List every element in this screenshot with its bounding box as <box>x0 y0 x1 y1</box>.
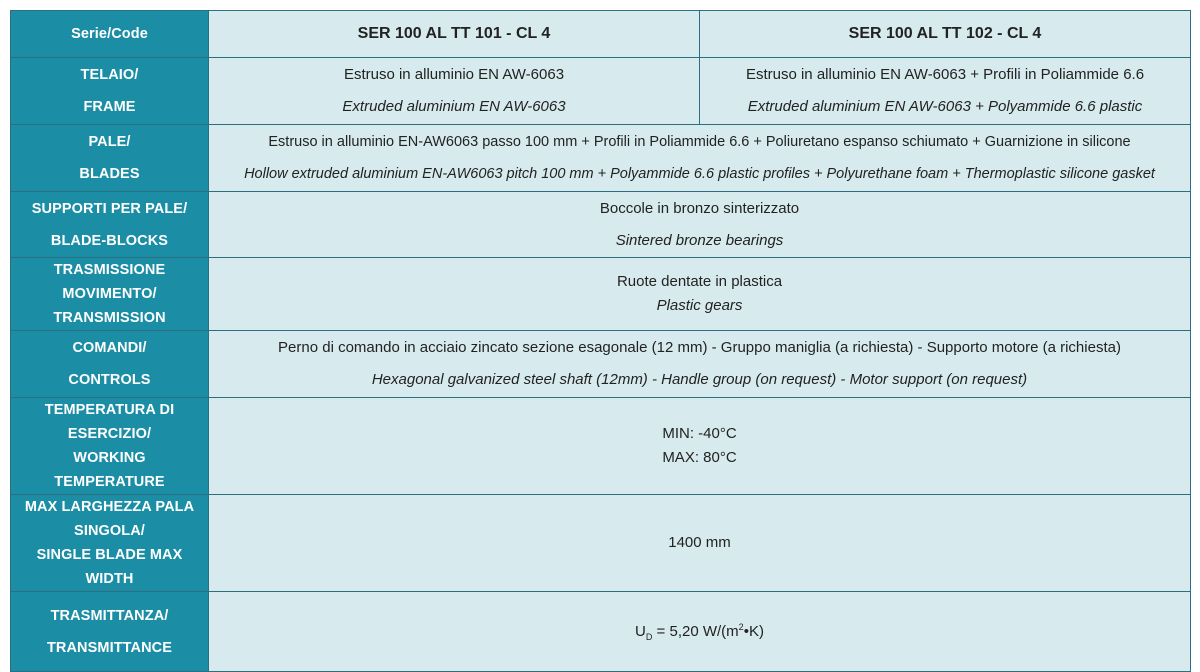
header-col1: SER 100 AL TT 101 - CL 4 <box>209 11 700 58</box>
transmittance-label-it: TRASMITTANZA/ <box>50 607 169 624</box>
transmittance-equals: = 5,20 W/(m <box>652 622 739 640</box>
header-label: Serie/Code <box>11 11 209 58</box>
transmission-row <box>11 258 1191 331</box>
blade-blocks-row <box>11 192 1191 258</box>
blades-value <box>209 125 1191 192</box>
controls-value-en: Hexagonal galvanized steel shaft (12mm) - Handle group (on request) - Motor support (on request) <box>371 371 1028 388</box>
blades-row <box>11 125 1191 192</box>
header-row <box>11 11 1191 58</box>
transmission-value-en: Plastic gears <box>656 297 743 314</box>
blades-value-en: Hollow extruded aluminium EN-AW6063 pitch 100 mm + Polyammide 6.6 plastic profiles + Polyurethane foam + Thermoplastic silicone gasket <box>244 166 1155 182</box>
blade-width-row <box>11 495 1191 592</box>
blade-blocks-label-it: SUPPORTI PER PALE/ <box>31 200 188 217</box>
controls-value <box>209 331 1191 398</box>
spec-table-wrapper <box>10 10 1190 672</box>
header-col2: SER 100 AL TT 102 - CL 4 <box>700 11 1191 58</box>
controls-label-it: COMANDI/ <box>72 340 147 356</box>
transmission-label-en: TRANSMISSION <box>53 310 166 326</box>
frame-col2 <box>700 58 1191 125</box>
transmittance-subscript: D <box>645 631 653 642</box>
blade-blocks-label <box>11 192 209 258</box>
transmission-label-it: TRASMISSIONE MOVIMENTO/ <box>53 262 166 302</box>
transmittance-symbol: U <box>635 622 646 640</box>
blade-width-label-line1: MAX LARGHEZZA PALA <box>24 499 195 515</box>
blade-blocks-value-it: Boccole in bronzo sinterizzato <box>599 199 800 217</box>
blades-label <box>11 125 209 192</box>
blades-value-it: Estruso in alluminio EN-AW6063 passo 100 mm + Profili in Poliammide 6.6 + Poliuretano espanso schiumato + Guarnizione in silicone <box>268 134 1131 150</box>
transmission-value-it: Ruote dentate in plastica <box>616 273 783 290</box>
blade-width-label-line2: SINGOLA/ <box>74 523 145 539</box>
blade-width-value: 1400 mm <box>209 495 1191 592</box>
temperature-value <box>209 398 1191 495</box>
transmittance-row <box>11 592 1191 672</box>
blade-width-label <box>11 495 209 592</box>
frame-col1-en: Extruded aluminium EN AW-6063 <box>342 98 566 115</box>
frame-label-en: FRAME <box>83 99 136 115</box>
controls-row <box>11 331 1191 398</box>
transmittance-superscript: 2 <box>738 621 744 632</box>
temperature-label-en: WORKING TEMPERATURE <box>54 450 165 490</box>
blades-label-en: BLADES <box>79 166 140 182</box>
spec-table <box>10 10 1191 672</box>
temperature-max: MAX: 80°C <box>662 449 737 466</box>
blade-blocks-label-en: BLADE-BLOCKS <box>50 232 169 249</box>
frame-col1 <box>209 58 700 125</box>
frame-row <box>11 58 1191 125</box>
frame-col1-it: Estruso in alluminio EN AW-6063 <box>343 66 565 83</box>
blade-blocks-value <box>209 192 1191 258</box>
frame-label-it: TELAIO/ <box>80 67 139 83</box>
temperature-row <box>11 398 1191 495</box>
transmission-value <box>209 258 1191 331</box>
transmittance-label <box>11 592 209 672</box>
blade-width-label-line3: SINGLE BLADE MAX WIDTH <box>36 547 183 587</box>
frame-col2-en: Extruded aluminium EN AW-6063 + Polyammide 6.6 plastic <box>747 98 1143 115</box>
controls-label-en: CONTROLS <box>68 372 151 388</box>
temperature-min: MIN: -40°C <box>662 425 737 442</box>
temperature-label <box>11 398 209 495</box>
transmission-label <box>11 258 209 331</box>
controls-value-it: Perno di comando in acciaio zincato sezione esagonale (12 mm) - Gruppo maniglia (a richiesta) - Supporto motore (a richiesta) <box>278 339 1121 356</box>
controls-label <box>11 331 209 398</box>
frame-label <box>11 58 209 125</box>
transmittance-label-en: TRANSMITTANCE <box>46 639 173 656</box>
transmittance-unit-tail: •K) <box>743 622 764 640</box>
temperature-label-it: TEMPERATURA DI ESERCIZIO/ <box>44 402 175 442</box>
frame-col2-it: Estruso in alluminio EN AW-6063 + Profili in Poliammide 6.6 <box>745 66 1145 83</box>
blades-label-it: PALE/ <box>88 134 131 150</box>
blade-blocks-value-en: Sintered bronze bearings <box>615 231 784 249</box>
transmittance-value <box>209 592 1191 672</box>
